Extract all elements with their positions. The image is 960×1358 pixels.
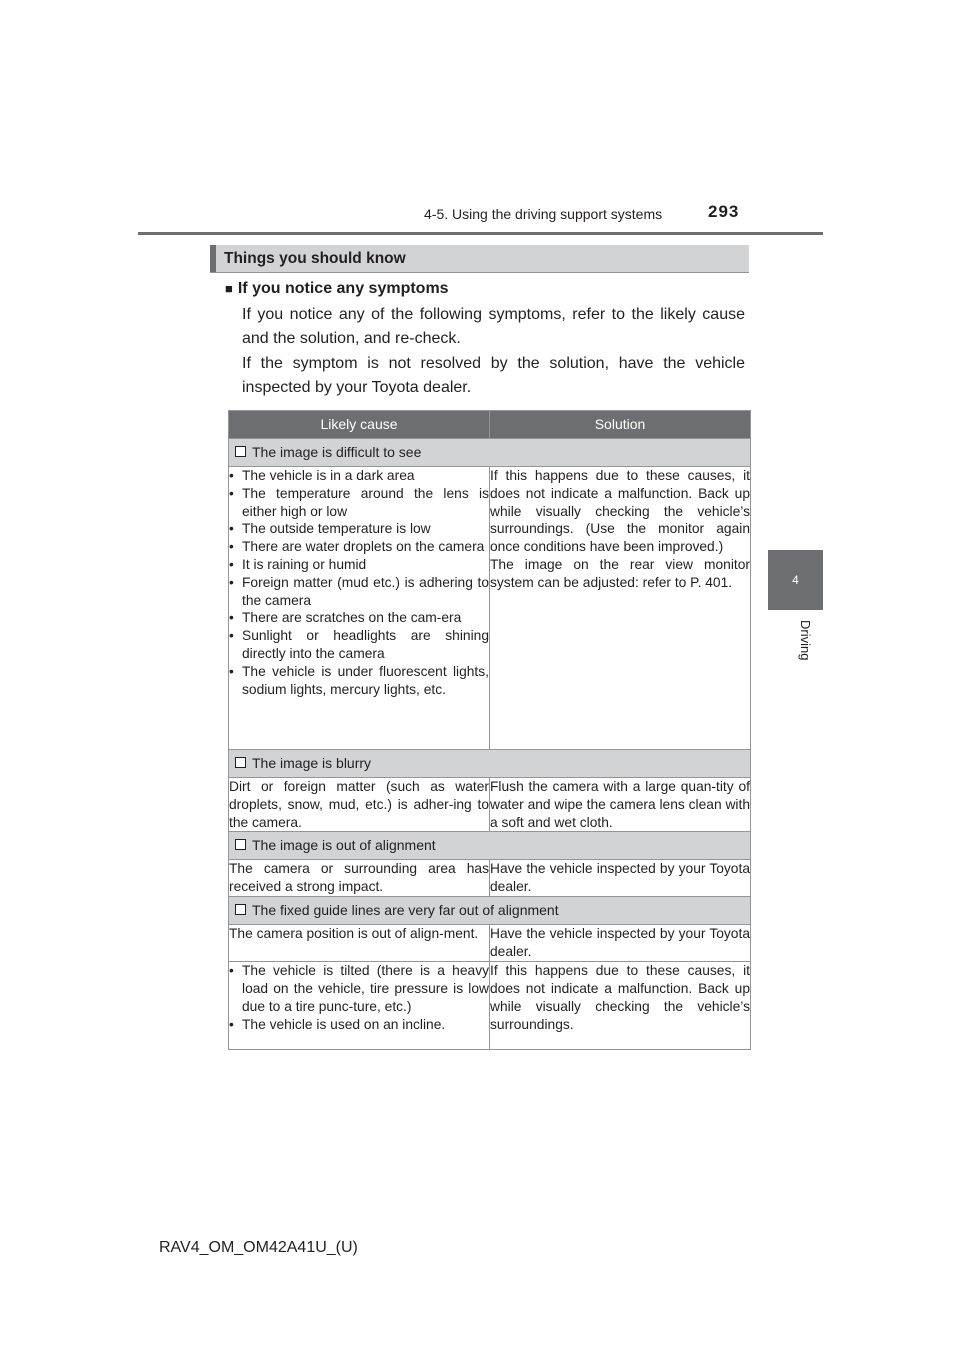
category-row (229, 439, 751, 467)
list-item: • There are scratches on the cam-era (229, 609, 489, 627)
category-row (229, 832, 751, 860)
category-cell (229, 439, 751, 467)
subheading-text: If you notice any symptoms (237, 280, 449, 297)
document-code: RAV4_OM_OM42A41U_(U) (159, 1239, 358, 1256)
solution-cell: Have the vehicle inspected by your Toyota dealer. (490, 925, 751, 962)
cause-list (229, 962, 489, 1033)
paragraph-2: If the symptom is not resolved by the solution, have the vehicle inspected by your Toyota dealer. (242, 355, 745, 396)
list-item: • The temperature around the lens is either high or low (229, 485, 489, 521)
solution-cell: If this happens due to these causes, it does not indicate a malfunction. Back up while visually checking the vehicle’s surroundings. (490, 962, 751, 1050)
chapter-label: Driving (798, 620, 813, 661)
solution-cell: Flush the camera with a large quan-tity of water and wipe the camera lens clean with a soft and wet cloth. (490, 778, 751, 832)
list-item: • Foreign matter (mud etc.) is adhering to the camera (229, 574, 489, 610)
category-row (229, 750, 751, 778)
list-item: • Sunlight or headlights are shining directly into the camera (229, 627, 489, 663)
list-item: • The vehicle is in a dark area (229, 467, 489, 485)
category-cell (229, 832, 751, 860)
list-item: • The outside temperature is low (229, 520, 489, 538)
things-you-should-know-banner (210, 245, 749, 273)
checkbox-icon (235, 839, 246, 850)
section-title: 4-5. Using the driving support systems (424, 206, 663, 222)
solution-reference[interactable]: The image on the rear view monitor system can be adjusted: refer to P. 401. (490, 556, 750, 590)
table-row (229, 860, 751, 897)
checkbox-icon (235, 757, 246, 768)
table-row (229, 925, 751, 962)
symptom-table (228, 410, 751, 1050)
cause-list (229, 467, 489, 698)
checkbox-icon (235, 904, 246, 915)
square-bullet-icon: ■ (225, 281, 233, 296)
header-likely-cause: Likely cause (229, 411, 490, 439)
table-row (229, 962, 751, 1050)
banner-accent-bar (210, 245, 216, 272)
category-cell (229, 750, 751, 778)
list-item: • It is raining or humid (229, 556, 489, 574)
solution-cell (490, 467, 751, 750)
category-row (229, 897, 751, 925)
solution-cell: Have the vehicle inspected by your Toyota dealer. (490, 860, 751, 897)
category-label: The image is blurry (252, 754, 372, 771)
chapter-tab[interactable]: 4 (768, 550, 823, 610)
cause-cell: The camera position is out of align-ment. (229, 925, 490, 962)
cause-cell: The camera or surrounding area has received a strong impact. (229, 860, 490, 897)
list-item: • The vehicle is tilted (there is a heavy load on the vehicle, tire pressure is low due to a tire punc-ture, etc.) (229, 962, 489, 1015)
header-divider (138, 232, 823, 235)
table-header-row (229, 411, 751, 439)
category-label: The image is out of alignment (252, 836, 436, 853)
paragraph-1: If you notice any of the following symptoms, refer to the likely cause and the solution, and re-check. (242, 306, 745, 347)
banner-title: Things you should know (224, 250, 406, 267)
table-row (229, 467, 751, 750)
table-row (229, 778, 751, 832)
subheading (225, 280, 449, 298)
cause-cell (229, 467, 490, 750)
list-item: • The vehicle is used on an incline. (229, 1016, 489, 1034)
category-label: The image is difficult to see (252, 443, 422, 460)
category-cell (229, 897, 751, 925)
checkbox-icon (235, 446, 246, 457)
header-solution: Solution (490, 411, 751, 439)
page-number: 293 (708, 202, 740, 221)
solution-text: If this happens due to these causes, it does not indicate a malfunction. Back up while visually checking the vehicle’s surroundings. (Use the monitor again once conditions have been improved.) (490, 468, 750, 555)
cause-cell: Dirt or foreign matter (such as water droplets, snow, mud, etc.) is adher-ing to the camera. (229, 778, 490, 832)
cause-cell (229, 962, 490, 1050)
list-item: • There are water droplets on the camera (229, 538, 489, 556)
category-label: The fixed guide lines are very far out of alignment (252, 901, 559, 918)
list-item: • The vehicle is under fluorescent lights, sodium lights, mercury lights, etc. (229, 663, 489, 699)
